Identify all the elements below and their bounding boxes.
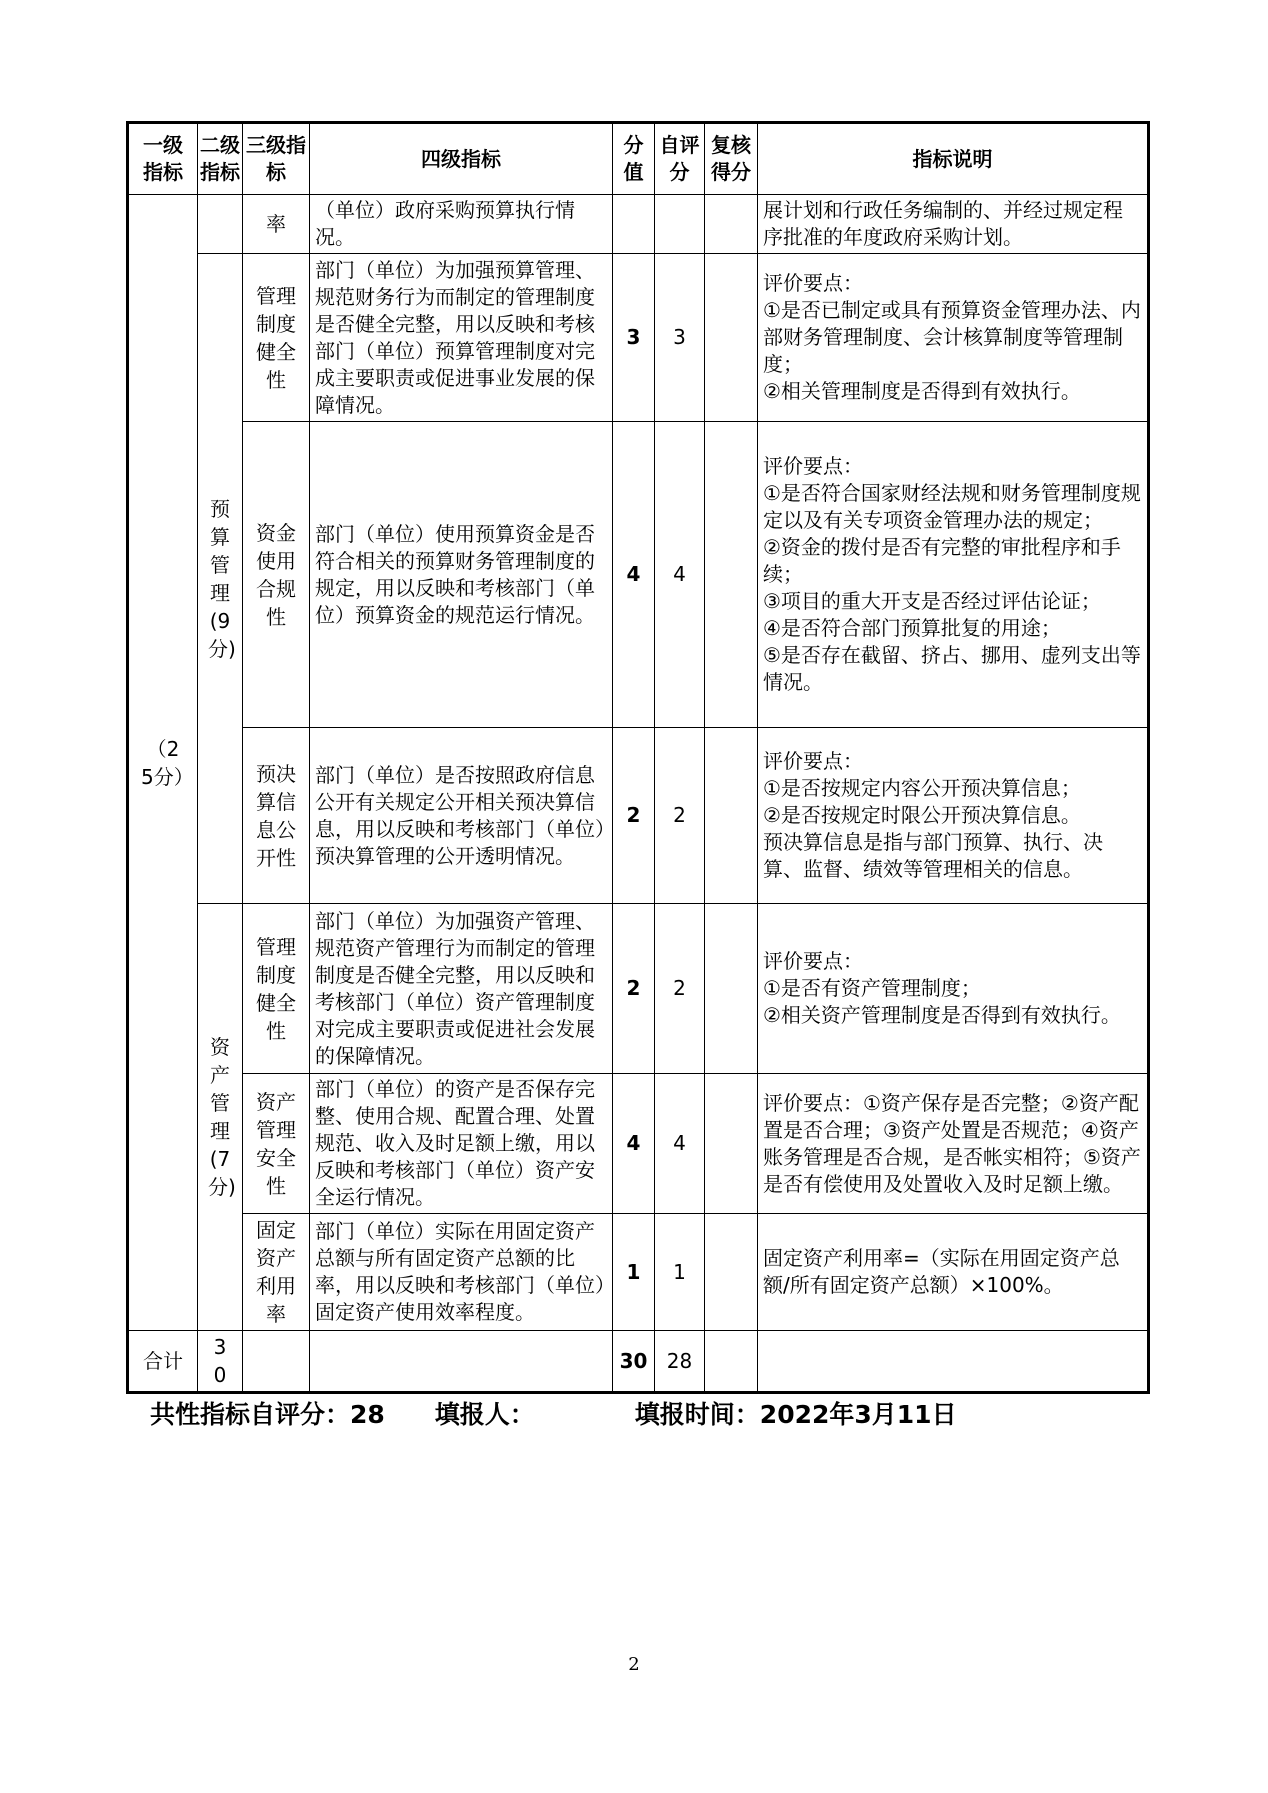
review-score-cell: [705, 254, 758, 422]
level4-cell: 部门（单位）使用预算资金是否符合相关的预算财务管理制度的规定，用以反映和考核部门（单位）预算资金的规范运行情况。: [310, 422, 613, 728]
score-cell: 3: [613, 254, 655, 422]
description-cell: 评价要点： ①是否已制定或具有预算资金管理办法、内部财务管理制度、会计核算制度等管理制度； ②相关管理制度是否得到有效执行。: [758, 254, 1149, 422]
header-score: 分值: [613, 123, 655, 195]
level3-cell: 率: [243, 195, 310, 254]
total-empty-cell: [243, 1331, 310, 1393]
description-cell: 评价要点： ①是否按规定内容公开预决算信息； ②是否按规定时限公开预决算信息。 预决算信息是指与部门预算、执行、决算、监督、绩效等管理相关的信息。: [758, 728, 1149, 904]
review-score-cell: [705, 1214, 758, 1331]
header-review-score: 复核得分: [705, 123, 758, 195]
score-cell: [613, 195, 655, 254]
level3-text: 固定资产利用率: [256, 1218, 296, 1326]
description-cell: 评价要点： ①是否符合国家财经法规和财务管理制度规定以及有关专项资金管理办法的规定； ②资金的拨付是否有完整的审批程序和手续； ③项目的重大开支是否经过评估论证； ④是否符合部门预算批复的用途； ⑤是否存在截留、挤占、挪用、虚列支出等情况。: [758, 422, 1149, 728]
fill-date: 填报时间：2022年3月11日: [634, 1400, 957, 1429]
total-empty-cell: [310, 1331, 613, 1393]
self-score-cell: 3: [655, 254, 705, 422]
level3-cell: [243, 904, 310, 1074]
level1-cell: [128, 195, 198, 1331]
header-level2: 二级指标: [198, 123, 243, 195]
evaluation-table: [126, 121, 1150, 1394]
level4-cell: 部门（单位）为加强资产管理、规范资产管理行为而制定的管理制度是否健全完整，用以反映和考核部门（单位）资产管理制度对完成主要职责或促进社会发展的保障情况。: [310, 904, 613, 1074]
self-score-cell: 1: [655, 1214, 705, 1331]
level1-text: （25分）: [141, 736, 194, 789]
page-number: 2: [628, 1654, 640, 1675]
total-level2-text: 30: [213, 1335, 227, 1387]
score-cell: 4: [613, 1074, 655, 1214]
review-score-cell: [705, 728, 758, 904]
self-score-cell: [655, 195, 705, 254]
review-score-cell: [705, 195, 758, 254]
self-score-cell: 2: [655, 904, 705, 1074]
self-score-summary: 共性指标自评分：28: [150, 1400, 385, 1429]
table-row: [128, 1074, 1149, 1214]
description-cell: 评价要点：①资产保存是否完整；②资产配置是否合理；③资产处置是否规范；④资产账务管理是否合规，是否帐实相符；⑤资产是否有偿使用及处置收入及时足额上缴。: [758, 1074, 1149, 1214]
level3-text: 资金使用合规性: [256, 520, 296, 629]
self-score-cell: 2: [655, 728, 705, 904]
level3-text: 资产管理安全性: [256, 1089, 296, 1198]
header-self-score: 自评分: [655, 123, 705, 195]
header-level3: 三级指标: [243, 123, 310, 195]
level4-cell: 部门（单位）是否按照政府信息公开有关规定公开相关预决算信息，用以反映和考核部门（单位）预决算管理的公开透明情况。: [310, 728, 613, 904]
level2-asset-text: 资产管理(7分): [208, 1035, 236, 1199]
total-row: [128, 1331, 1149, 1393]
total-description-cell: [758, 1331, 1149, 1393]
table-row: [128, 254, 1149, 422]
total-level2-cell: [198, 1331, 243, 1393]
level3-cell: [243, 728, 310, 904]
header-level4: 四级指标: [310, 123, 613, 195]
level4-cell: 部门（单位）为加强预算管理、规范财务行为而制定的管理制度是否健全完整，用以反映和考核部门（单位）预算管理制度对完成主要职责或促进事业发展的保障情况。: [310, 254, 613, 422]
level3-text: 管理制度健全性: [256, 283, 296, 392]
footer-line: [150, 1395, 957, 1431]
description-cell: 评价要点： ①是否有资产管理制度； ②相关资产管理制度是否得到有效执行。: [758, 904, 1149, 1074]
level2-asset-cell: [198, 904, 243, 1331]
table-row: [128, 195, 1149, 254]
level2-cell-empty: [198, 195, 243, 254]
score-cell: 1: [613, 1214, 655, 1331]
table-row: [128, 904, 1149, 1074]
filler-label: 填报人：: [434, 1400, 535, 1429]
level3-text: 管理制度健全性: [256, 934, 296, 1043]
level3-cell: [243, 1074, 310, 1214]
level3-cell: [243, 254, 310, 422]
self-score-cell: 4: [655, 422, 705, 728]
header-description: 指标说明: [758, 123, 1149, 195]
header-level1: 一级指标: [128, 123, 198, 195]
score-cell: 4: [613, 422, 655, 728]
description-cell: 展计划和行政任务编制的、并经过规定程序批准的年度政府采购计划。: [758, 195, 1149, 254]
review-score-cell: [705, 904, 758, 1074]
level4-cell: 部门（单位）实际在用固定资产总额与所有固定资产总额的比率，用以反映和考核部门（单位）固定资产使用效率程度。: [310, 1214, 613, 1331]
level2-budget-cell: [198, 254, 243, 904]
review-score-cell: [705, 1074, 758, 1214]
self-score-cell: 4: [655, 1074, 705, 1214]
level2-budget-text: 预算管理(9分): [208, 496, 236, 661]
table-row: [128, 728, 1149, 904]
total-review-cell: [705, 1331, 758, 1393]
total-label: 合计: [128, 1331, 198, 1393]
level4-cell: （单位）政府采购预算执行情况。: [310, 195, 613, 254]
score-cell: 2: [613, 728, 655, 904]
table-row: [128, 1214, 1149, 1331]
level4-cell: 部门（单位）的资产是否保存完整、使用合规、配置合理、处置规范、收入及时足额上缴，用以反映和考核部门（单位）资产安全运行情况。: [310, 1074, 613, 1214]
level3-cell: [243, 422, 310, 728]
review-score-cell: [705, 422, 758, 728]
total-score: 30: [613, 1331, 655, 1393]
level3-cell: [243, 1214, 310, 1331]
total-self-score: 28: [655, 1331, 705, 1393]
score-cell: 2: [613, 904, 655, 1074]
level3-text: 预决算信息公开性: [256, 761, 296, 870]
table-row: [128, 422, 1149, 728]
table-header-row: [128, 123, 1149, 195]
description-cell: 固定资产利用率=（实际在用固定资产总额/所有固定资产总额）×100%。: [758, 1214, 1149, 1331]
